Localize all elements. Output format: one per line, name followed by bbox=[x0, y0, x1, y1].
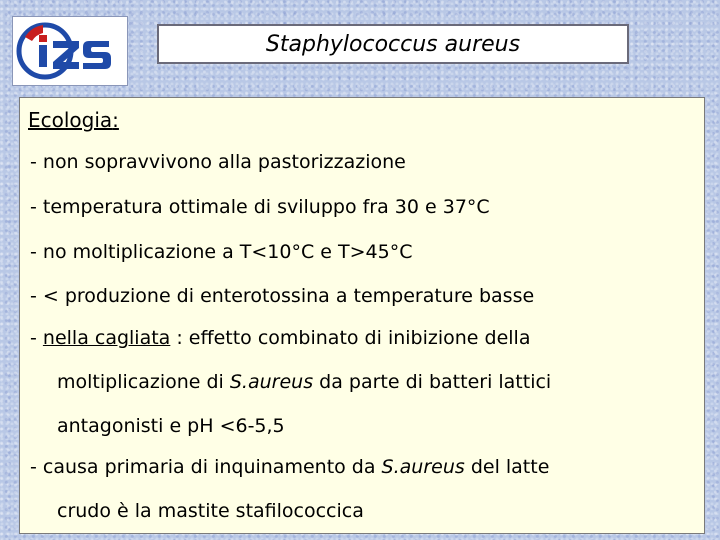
line-8-part-a: - causa primaria di inquinamento da bbox=[30, 456, 382, 478]
izs-logo bbox=[12, 16, 128, 86]
bullet-line-5 bbox=[30, 327, 530, 349]
bullet-line-3: - no moltiplicazione a T<10°C e T>45°C bbox=[30, 241, 413, 263]
continuation-line-7: antagonisti e pH <6-5,5 bbox=[57, 415, 285, 437]
line-6-part-a: moltiplicazione di bbox=[57, 371, 230, 393]
logo-letter-s bbox=[83, 41, 111, 69]
slide-title: Staphylococcus aureus bbox=[265, 31, 521, 57]
bullet-line-2: - temperatura ottimale di sviluppo fra 30 e 37°C bbox=[30, 196, 490, 218]
section-heading bbox=[28, 108, 119, 132]
continuation-line-9: crudo è la mastite stafilococcica bbox=[57, 500, 364, 522]
logo-letter-i-dot bbox=[39, 35, 47, 42]
section-heading-word: Ecologia bbox=[28, 108, 113, 132]
line-8-species: S.aureus bbox=[381, 456, 465, 478]
line-6-part-b: da parte di batteri lattici bbox=[313, 371, 552, 393]
logo-letter-z bbox=[53, 41, 79, 69]
continuation-line-6 bbox=[57, 371, 551, 393]
cagliata-underlined: nella cagliata bbox=[42, 327, 171, 349]
title-box bbox=[157, 24, 629, 64]
bullet-line-1: - non sopravvivono alla pastorizzazione bbox=[30, 151, 406, 173]
bullet-line-4: - < produzione di enterotossina a temperature basse bbox=[30, 285, 535, 307]
bullet-line-5-rest: : effetto combinato di inibizione della bbox=[170, 327, 531, 349]
line-8-part-b: del latte bbox=[464, 456, 550, 478]
logo-letter-i bbox=[39, 45, 47, 67]
izs-logo-graphic bbox=[13, 17, 127, 85]
section-heading-colon: : bbox=[112, 108, 119, 132]
content-panel bbox=[19, 97, 705, 534]
bullet-line-8 bbox=[30, 456, 549, 478]
line-6-species: S.aureus bbox=[229, 371, 314, 393]
bullet-line-5-prefix: - bbox=[30, 327, 43, 349]
